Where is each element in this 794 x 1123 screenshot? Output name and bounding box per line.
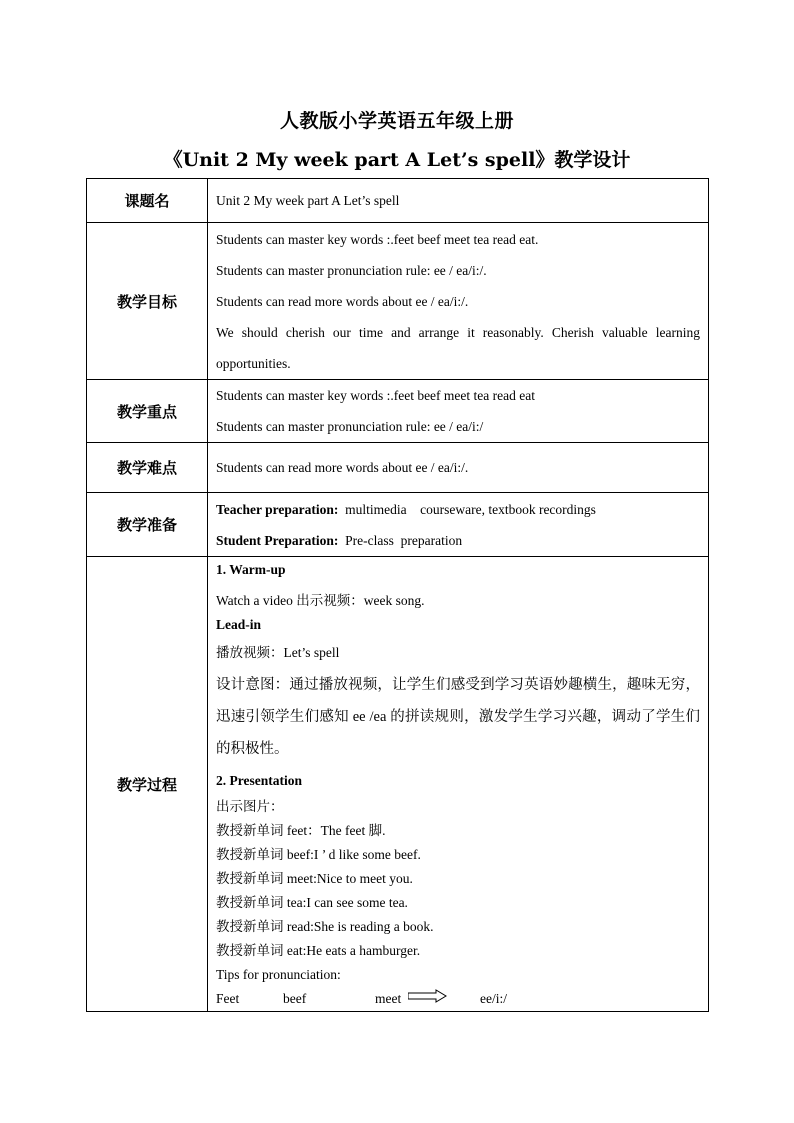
tips-word: beef xyxy=(283,991,307,1006)
tips-word: meet xyxy=(375,991,402,1006)
preparation-label: 教学准备 xyxy=(87,493,208,557)
design-intent: 设计意图：通过播放视频，让学生们感受到学习英语妙趣横生，趣味无穷，迅速引领学生们感知 ee /ea 的拼读规则，激发学生学习兴趣，调动了学生们的积极性。 xyxy=(216,677,700,757)
objectives-label: 教学目标 xyxy=(87,223,208,380)
student-preparation xyxy=(216,525,700,556)
topic-text: Unit 2 My week part A Let’s spell xyxy=(216,193,400,208)
leadin-heading: Lead-in xyxy=(216,617,262,632)
teach-word-line: 教授新单词 feet：The feet 脚. xyxy=(216,823,386,838)
key-points-content xyxy=(208,380,709,443)
leadin-line: 播放视频：Let’s spell xyxy=(216,645,340,660)
warmup-line: Watch a video 出示视频：week song. xyxy=(216,593,425,608)
warmup-heading: 1. Warm-up xyxy=(216,562,286,577)
process-content xyxy=(208,557,709,1012)
tips-word: Feet xyxy=(216,991,240,1006)
teach-word-line: 教授新单词 tea:I can see some tea. xyxy=(216,895,408,910)
show-pictures: 出示图片： xyxy=(216,799,284,814)
key-point-item: Students can master key words :.feet beef meet tea read eat xyxy=(216,388,535,403)
teach-word-line: 教授新单词 meet:Nice to meet you. xyxy=(216,871,413,886)
key-point-item: Students can master pronunciation rule: ee / ea/i:/ xyxy=(216,419,484,434)
key-points-label: 教学重点 xyxy=(87,380,208,443)
teach-word-line: 教授新单词 eat:He eats a hamburger. xyxy=(216,943,421,958)
teacher-preparation xyxy=(216,494,700,525)
process-label: 教学过程 xyxy=(87,557,208,1012)
teach-word-line: 教授新单词 beef:I ’ d like some beef. xyxy=(216,847,421,862)
difficulties-row xyxy=(87,443,709,493)
lesson-plan-table xyxy=(86,178,709,1012)
student-preparation-value: Pre-class preparation xyxy=(338,532,463,548)
objective-item: We should cherish our time and arrange it reasonably. Cherish valuable learning opportunities. xyxy=(216,324,700,371)
presentation-heading: 2. Presentation xyxy=(216,773,302,788)
topic-label: 课题名 xyxy=(87,179,208,223)
objectives-row xyxy=(87,223,709,380)
teacher-preparation-value: multimedia courseware, textbook recordings xyxy=(338,501,596,517)
topic-row xyxy=(87,179,709,223)
difficulties-content xyxy=(208,443,709,493)
process-row xyxy=(87,557,709,1012)
tips-word: ee/i:/ xyxy=(480,991,507,1006)
difficulty-text: Students can read more words about ee / ea/i:/. xyxy=(216,460,469,475)
tips-label: Tips for pronunciation: xyxy=(216,967,341,982)
objective-item: Students can master key words :.feet beef meet tea read eat. xyxy=(216,231,539,247)
teacher-preparation-label: Teacher preparation: xyxy=(216,501,339,517)
topic-value xyxy=(208,179,709,223)
objectives-content xyxy=(208,223,709,380)
objective-item: Students can read more words about ee / ea/i:/. xyxy=(216,293,469,309)
student-preparation-label: Student Preparation: xyxy=(216,532,339,548)
key-points-row xyxy=(87,380,709,443)
preparation-content xyxy=(208,493,709,557)
preparation-row xyxy=(87,493,709,557)
teach-word-line: 教授新单词 read:She is reading a book. xyxy=(216,919,434,934)
document-title-line1: 人教版小学英语五年级上册 xyxy=(279,110,514,132)
tips-words-row xyxy=(216,987,700,1011)
document-title-line2: 《Unit 2 My week part A Let’s spell》教学设计 xyxy=(163,149,631,171)
difficulties-label: 教学难点 xyxy=(87,443,208,493)
right-arrow-icon xyxy=(408,987,480,1011)
objective-item: Students can master pronunciation rule: ee / ea/i:/. xyxy=(216,262,487,278)
